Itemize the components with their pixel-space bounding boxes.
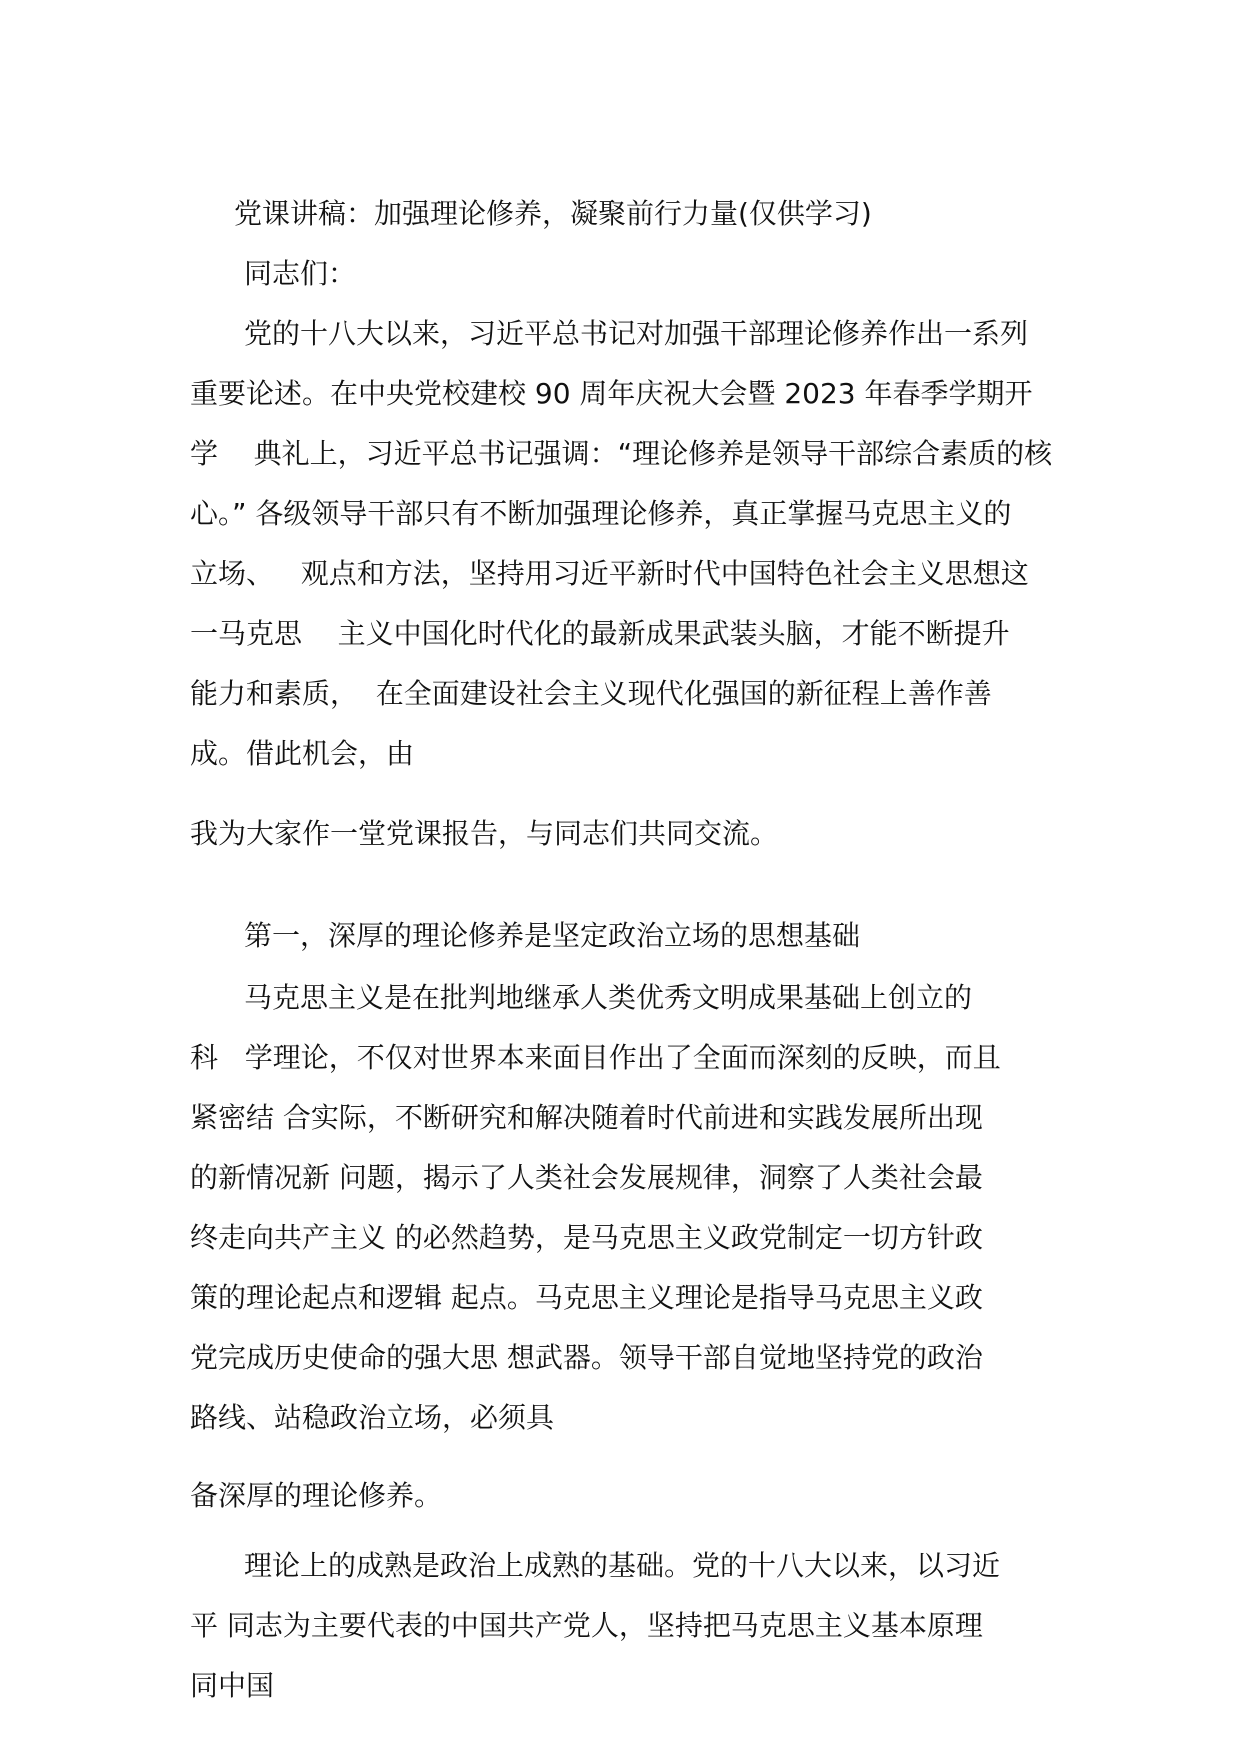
text-line: 成。借此机会，由 bbox=[190, 737, 415, 770]
text-line: 学 典礼上，习近平总书记强调：“理论修养是领导干部综合素质的核 bbox=[190, 437, 1053, 470]
text-line: 策的理论起点和逻辑 起点。马克思主义理论是指导马克思主义政 bbox=[190, 1281, 983, 1314]
text-line: 重要论述。在中央党校建校 90 周年庆祝大会暨 2023 年春季学期开 bbox=[190, 377, 1033, 410]
text-line: 路线、站稳政治立场，必须具 bbox=[190, 1401, 555, 1434]
text-line: 备深厚的理论修养。 bbox=[190, 1479, 443, 1512]
text-line: 党完成历史使命的强大思 想武器。领导干部自觉地坚持党的政治 bbox=[190, 1341, 983, 1374]
text-line: 的新情况新 问题，揭示了人类社会发展规律，洞察了人类社会最 bbox=[190, 1161, 983, 1194]
text-line: 同中国 bbox=[190, 1669, 275, 1702]
text-line: 理论上的成熟是政治上成熟的基础。党的十八大以来，以习近 bbox=[244, 1549, 1001, 1582]
text-line: 一马克思 主义中国化时代化的最新成果武装头脑，才能不断提升 bbox=[190, 617, 1010, 650]
text-line: 党的十八大以来，习近平总书记对加强干部理论修养作出一系列 bbox=[244, 317, 1029, 350]
text-line: 能力和素质， 在全面建设社会主义现代化强国的新征程上善作善 bbox=[190, 677, 992, 710]
text-line: 终走向共产主义 的必然趋势，是马克思主义政党制定一切方针政 bbox=[190, 1221, 983, 1254]
text-line: 马克思主义是在批判地继承人类优秀文明成果基础上创立的 bbox=[244, 981, 973, 1014]
salutation: 同志们： bbox=[244, 257, 357, 290]
text-line: 我为大家作一堂党课报告，与同志们共同交流。 bbox=[190, 817, 779, 850]
section-heading: 第一，深厚的理论修养是坚定政治立场的思想基础 bbox=[244, 919, 861, 952]
text-line: 科 学理论，不仅对世界本来面目作出了全面而深刻的反映，而且 bbox=[190, 1041, 1001, 1074]
text-line: 立场、 观点和方法，坚持用习近平新时代中国特色社会主义思想这 bbox=[190, 557, 1029, 590]
text-line: 紧密结 合实际，不断研究和解决随着时代前进和实践发展所出现 bbox=[190, 1101, 983, 1134]
document-title: 党课讲稿：加强理论修养，凝聚前行力量(仅供学习) bbox=[234, 197, 872, 230]
text-line: 平 同志为主要代表的中国共产党人，坚持把马克思主义基本原理 bbox=[190, 1609, 983, 1642]
text-line: 心。” 各级领导干部只有不断加强理论修养，真正掌握马克思主义的 bbox=[190, 497, 1012, 530]
